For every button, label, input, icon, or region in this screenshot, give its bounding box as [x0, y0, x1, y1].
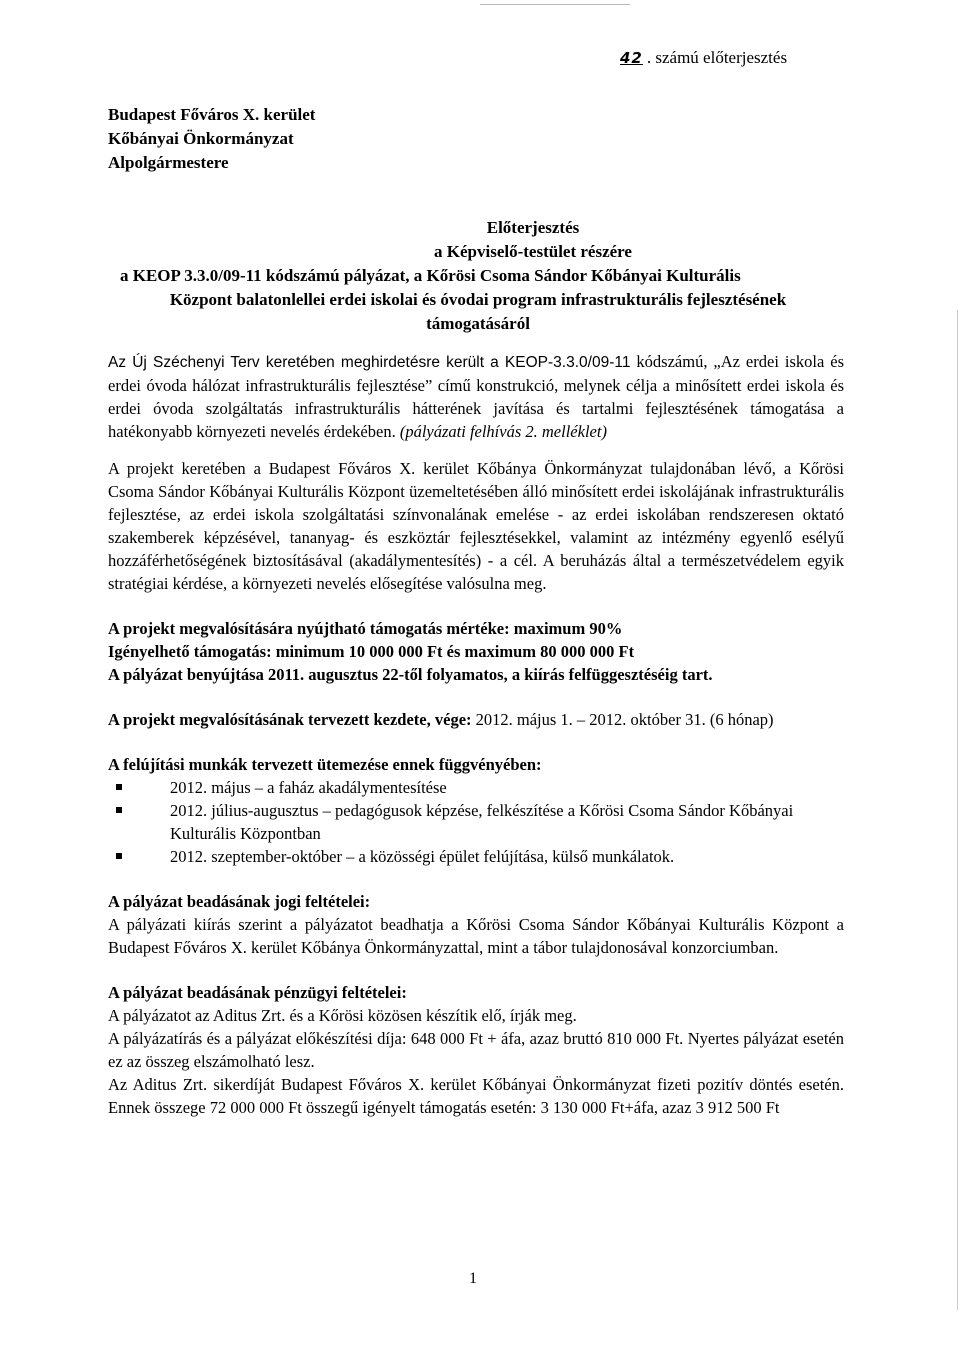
title-line-5: támogatásáról — [426, 314, 530, 333]
financial-line-1: A pályázatot az Aditus Zrt. és a Kőrösi közösen készítik elő, írják meg. — [108, 1006, 577, 1025]
list-item: 2012. szeptember-október – a közösségi épület felújítása, külső munkálatok. — [108, 845, 844, 868]
bullet-icon — [116, 853, 122, 859]
issuer-line-1: Budapest Főváros X. kerület — [108, 105, 316, 124]
bullet-icon — [116, 784, 122, 790]
title-line-4: Központ balatonlellei erdei iskolai és óvodai program infrastrukturális fejlesztésének — [169, 290, 787, 309]
financial-line-3: Az Aditus Zrt. sikerdíját Budapest Főváros X. kerület Kőbányai Önkormányzat fizeti pozitív döntés esetén. Ennek összege 72 000 000 Ft összegű igényelt támogatás esetén: 3 130 000 Ft+áfa, azaz 3 912 500 Ft — [108, 1075, 844, 1117]
support-block — [108, 617, 844, 686]
issuer-line-2: Kőbányai Önkormányzat — [108, 129, 294, 148]
proposal-number — [620, 48, 787, 68]
document-title — [108, 216, 848, 336]
intro-prefix: Az Új Széchenyi Terv keretében meghirdetésre került a KEOP-3.3.0/09-11 — [108, 354, 631, 371]
handwritten-number: 42 — [620, 49, 643, 67]
document-body — [108, 350, 844, 1119]
timeline-label: A projekt megvalósításának tervezett kezdete, vége: — [108, 710, 472, 729]
financial-heading: A pályázat beadásának pénzügyi feltételei: — [108, 983, 407, 1002]
legal-heading: A pályázat beadásának jogi feltételei: — [108, 892, 371, 911]
list-item: 2012. május – a faház akadálymentesítése — [108, 776, 844, 799]
scan-edge-line — [957, 310, 958, 1310]
legal-paragraph: A pályázati kiírás szerint a pályázatot beadhatja a Kőrösi Csoma Sándor Kőbányai Kulturális Központ a Budapest Főváros X. kerület Kőbánya Önkormányzattal, mint a tábor tulajdonosával konzorciumban. — [108, 915, 844, 957]
title-line-2: a Képviselő-testület részére — [434, 242, 632, 261]
support-line-1: A projekt megvalósítására nyújtható támogatás mértéke: maximum 90% — [108, 619, 623, 638]
proposal-number-suffix: . számú előterjesztés — [646, 48, 788, 67]
timeline-value: 2012. május 1. – 2012. október 31. (6 hónap) — [471, 710, 774, 729]
title-line-1: Előterjesztés — [486, 218, 580, 237]
issuer-line-3: Alpolgármestere — [108, 153, 229, 172]
intro-reference: (pályázati felhívás 2. melléklet) — [399, 422, 607, 441]
financial-line-2: A pályázatírás és a pályázat előkészítési díja: 648 000 Ft + áfa, azaz bruttó 810 000 Ft. Nyertes pályázat esetén ez az összeg elszámolható lesz. — [108, 1029, 844, 1071]
project-paragraph: A projekt keretében a Budapest Főváros X. kerület Kőbánya Önkormányzat tulajdonában lévő, a Kőrösi Csoma Sándor Kőbányai Kulturális Központ üzemeltetésében álló minősített erdei iskolájának infrastrukturális fejlesztése, az erdei iskola szolgáltatási színvonalának emelése - az erdei iskolában rendszeresen oktató szakemberek képzésével, tananyag- és eszköztár fejlesztésekkel, valamint az intézmény egyenlő esélyű hozzáférhetőségének biztosításával (akadálymentesítés) - a cél. A beruházás által a természetvédelem egyik stratégiai kérdése, a környezeti nevelés elősegítése valósulna meg. — [108, 459, 844, 593]
page-number: 1 — [469, 1270, 477, 1287]
intro-paragraph — [108, 350, 844, 443]
support-line-3: A pályázat benyújtása 2011. augusztus 22-től folyamatos, a kiírás felfüggesztéséig tart. — [108, 665, 713, 684]
intro-main: kódszámú, „Az erdei iskola és erdei óvoda hálózat infrastrukturális fejlesztése” című konstrukció, melynek célja a minősített erdei iskola és erdei óvoda szolgáltatás infrastrukturális hátterének javítása és tartalmi fejlesztésének támogatása a hatékonyabb környezeti nevelés érdekében. — [108, 352, 844, 441]
schedule-heading: A felújítási munkák tervezett ütemezése ennek függvényében: — [108, 755, 542, 774]
list-item: 2012. július-augusztus – pedagógusok képzése, felkészítése a Kőrösi Csoma Sándor Kőbányai Kulturális Központban — [108, 799, 844, 845]
support-line-2: Igényelhető támogatás: minimum 10 000 000 Ft és maximum 80 000 000 Ft — [108, 642, 635, 661]
title-line-3: a KEOP 3.3.0/09-11 kódszámú pályázat, a Kőrösi Csoma Sándor Kőbányai Kulturális — [120, 266, 741, 285]
scan-artifact-line — [480, 4, 630, 5]
timeline-paragraph — [108, 708, 844, 731]
issuer-header — [108, 103, 315, 175]
schedule-list — [108, 776, 844, 868]
bullet-icon — [116, 807, 122, 813]
